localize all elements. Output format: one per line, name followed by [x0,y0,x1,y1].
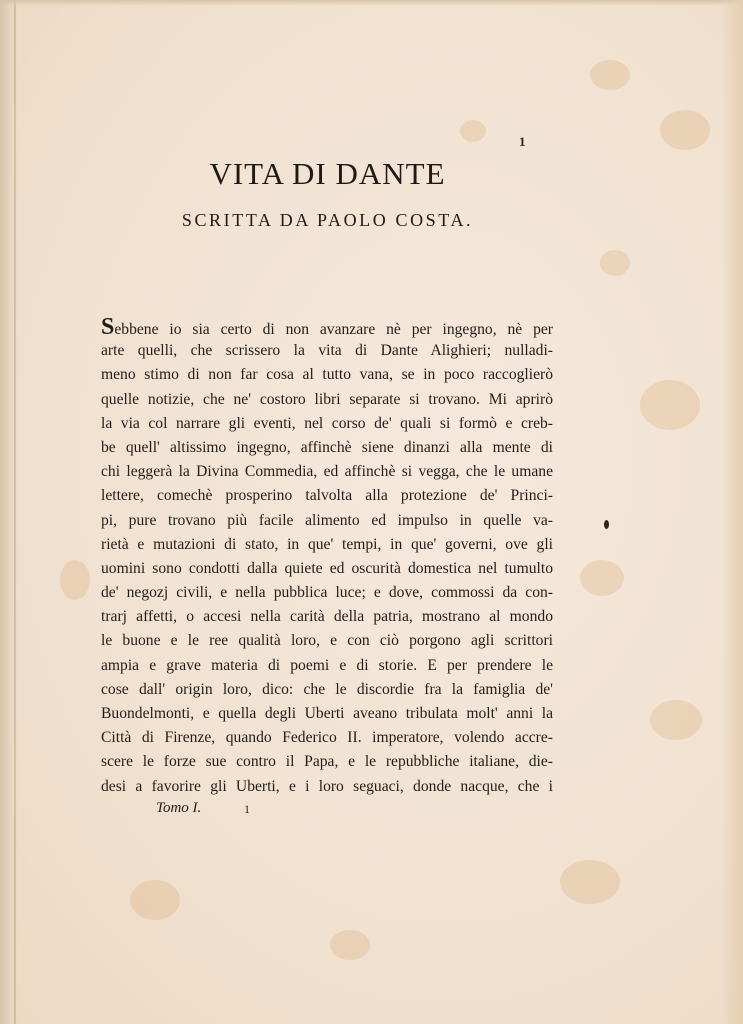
page-right-edge [721,0,743,1024]
foxing-spot [560,860,620,904]
foxing-spot [330,930,370,960]
text-line: lettere, comechè prosperino talvolta alla protezione de' Princi- [101,487,553,505]
text-line: la via col narrare gli eventi, nel corso de' quali si formò e creb- [101,414,553,432]
text-line: cose dall' origin loro, dico: che le discordie fra la famiglia de' [101,680,553,698]
foxing-spot [460,120,486,142]
page-spine-line [14,0,16,1024]
text-line: Buondelmonti, e quella degli Uberti aveano tribulata molt' anni la [101,705,553,722]
text-line: meno stimo di non far cosa al tutto vana, se in poco raccoglierò [101,366,553,384]
page-spine-shadow [0,0,20,1024]
foxing-spot [590,60,630,90]
text-line: desi a favorire gli Uberti, e i loro seguaci, donde nacque, che i [101,777,553,795]
volume-label: Tomo I. [156,800,202,816]
foxing-spot [580,560,624,596]
foxing-spot [650,700,702,740]
page-subtitle: SCRITTA DA PAOLO COSTA. [181,210,474,230]
text-line: rietà e mutazioni di stato, in que' tempi, in que' governi, ove gli [101,535,553,553]
page-number: 1 [519,134,526,149]
foxing-spot [600,250,630,276]
foxing-spot [60,560,90,600]
page-title: VITA DI DANTE [209,156,446,191]
signature-mark: 1 [244,802,250,816]
foxing-spot [130,880,180,920]
text-line: Città di Firenze, quando Federico II. imperatore, volendo accre- [101,729,553,747]
ink-mark [604,520,609,529]
text-line: le buone e le ree qualità loro, e con ciò porgono agli scrittori [101,632,553,650]
text-line: pi, pure trovano più facile alimento ed impulso in quelle va- [101,511,553,529]
text-line: uomini sono condotti dalla quiete ed oscurità domestica nel tumulto [101,559,553,577]
text-line: quelle notizie, che ne' costoro libri separate si trovano. Mi aprirò [101,390,553,408]
text-line: ampia e grave materia di poemi e di storie. E per prendere le [101,656,553,674]
foxing-spot [640,380,700,430]
text-line: arte quelli, che scrissero la vita di Dante Alighieri; nulladi- [101,342,553,360]
foxing-spot [660,110,710,150]
text-line: scere le forze sue contro il Papa, e le repubbliche italiane, die- [101,753,553,771]
page-top-edge [0,0,743,6]
text-line: be quell' altissimo ingegno, affinchè siene dinanzi alla mente di [101,438,553,456]
text-line: Sebbene io sia certo di non avanzare nè per ingegno, nè per [101,314,553,340]
body-text [101,315,553,799]
text-line: de' negozj civili, e nella pubblica luce; e dove, commossi da con- [101,584,553,602]
text-line: trarj affetti, o accesi nella carità della patria, mostrano al mondo [101,608,553,626]
text-line: chi leggerà la Divina Commedia, ed affinchè si vegga, che le umane [101,463,553,481]
